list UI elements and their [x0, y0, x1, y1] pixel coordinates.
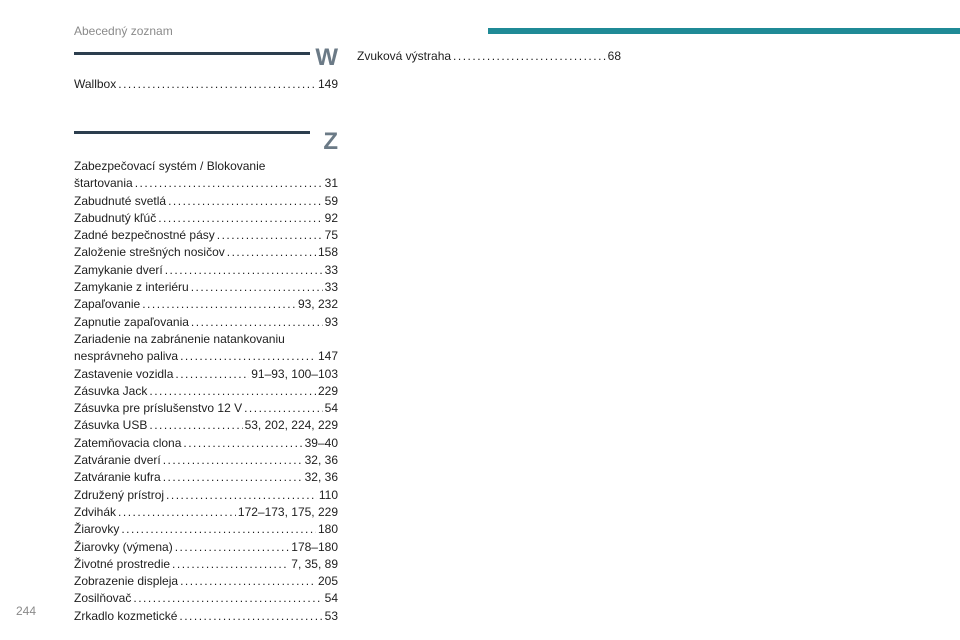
index-section-z: [74, 130, 338, 625]
entry-term: Zdvihák: [74, 504, 117, 519]
index-entry: [74, 521, 338, 538]
index-right-column: [357, 48, 621, 65]
header-accent-bar: [488, 28, 960, 34]
entry-term: Zosilňovač: [74, 591, 132, 606]
index-entry: [74, 556, 338, 573]
entry-term-lead: Zabezpečovací systém / Blokovanie: [74, 159, 266, 173]
entry-pages: 229: [317, 383, 338, 398]
entry-pages: 205: [317, 574, 338, 589]
page-number: 244: [16, 604, 37, 618]
index-entry: [357, 48, 621, 65]
entry-term: Zastavenie vozidla: [74, 366, 174, 381]
entry-pages: 68: [607, 49, 621, 63]
entry-term: Zrkadlo kozmetické: [74, 608, 178, 623]
entry-term: Zapaľovanie: [74, 297, 141, 312]
index-entry: [74, 158, 338, 193]
index-entry: [74, 590, 338, 607]
index-entry: [74, 244, 338, 261]
entry-term: Životné prostredie: [74, 556, 171, 571]
index-entry: [74, 210, 338, 227]
index-entry: [74, 487, 338, 504]
entry-list: [74, 158, 338, 625]
index-entry: [74, 262, 338, 279]
entry-term: Zásuvka Jack: [74, 383, 148, 398]
index-entry: [74, 366, 338, 383]
entry-term: Zamykanie dverí: [74, 262, 163, 277]
entry-term-lead: Zariadenie na zabránenie natankovaniu: [74, 331, 285, 346]
entry-pages: 54: [324, 401, 338, 416]
running-header: Abecedný zoznam: [74, 24, 173, 38]
index-entry: [74, 573, 338, 590]
entry-term: Zabudnuté svetlá: [74, 193, 167, 208]
entry-pages: 75: [324, 228, 338, 243]
index-entry: [74, 76, 338, 93]
entry-pages: 158: [317, 245, 338, 260]
entry-pages: 33: [324, 280, 338, 295]
entry-pages: 93: [324, 314, 338, 329]
entry-term: Zapnutie zapaľovania: [74, 314, 189, 329]
entry-pages: 91–93, 100–103: [251, 366, 338, 381]
section-header: [74, 46, 338, 70]
entry-pages: 59: [324, 193, 338, 208]
index-entry: [74, 539, 338, 556]
index-entry: [74, 469, 338, 486]
index-entry: [74, 400, 338, 417]
entry-term: Žiarovky (výmena): [74, 539, 173, 554]
entry-term: nesprávneho paliva: [74, 349, 179, 364]
entry-term: Združený prístroj: [74, 487, 165, 502]
entry-pages: 172–173, 175, 229: [237, 504, 338, 519]
index-entry: [74, 296, 338, 313]
entry-term: Zatváranie kufra: [74, 470, 161, 485]
entry-term: Zatváranie dverí: [74, 453, 161, 468]
entry-term: Zobrazenie displeja: [74, 574, 179, 589]
entry-term: Zásuvka pre príslušenstvo 12 V: [74, 401, 243, 416]
entry-pages: 53: [324, 608, 338, 623]
index-entry: [74, 314, 338, 331]
entry-pages: 92: [324, 210, 338, 225]
entry-term: Wallbox: [74, 77, 117, 91]
index-entry: [74, 435, 338, 452]
entry-term: Zvuková výstraha: [357, 49, 452, 63]
index-entry: [74, 417, 338, 434]
section-rule: [74, 131, 310, 134]
entry-pages: 39–40: [304, 435, 338, 450]
entry-pages: 53, 202, 224, 229: [244, 418, 338, 433]
entry-term: Založenie strešných nosičov: [74, 245, 225, 260]
index-entry: [74, 331, 338, 366]
index-section-w: [74, 46, 338, 93]
entry-pages: 32, 36: [304, 470, 338, 485]
entry-pages: 147: [317, 349, 338, 364]
index-entry: [74, 383, 338, 400]
entry-pages: 180: [317, 522, 338, 537]
entry-term: Zatemňovacia clona: [74, 435, 182, 450]
section-header: [74, 130, 338, 154]
entry-pages: 32, 36: [304, 453, 338, 468]
entry-pages: 7, 35, 89: [291, 556, 338, 571]
entry-term: Žiarovky: [74, 522, 120, 537]
section-letter: Z: [323, 128, 338, 155]
index-entry: [74, 608, 338, 625]
entry-pages: 31: [324, 176, 338, 191]
entry-pages: 93, 232: [297, 297, 338, 312]
entry-pages: 149: [317, 77, 338, 91]
section-letter: W: [315, 44, 338, 71]
entry-pages: 54: [324, 591, 338, 606]
index-entry: [74, 227, 338, 244]
index-entry: [74, 279, 338, 296]
entry-term: Zásuvka USB: [74, 418, 148, 433]
entry-pages: 33: [324, 262, 338, 277]
index-entry: [74, 193, 338, 210]
entry-term: Zabudnutý kľúč: [74, 210, 157, 225]
index-entry: [74, 504, 338, 521]
entry-pages: 110: [318, 487, 338, 502]
index-entry: [74, 452, 338, 469]
entry-pages: 178–180: [291, 539, 338, 554]
section-rule: [74, 52, 310, 55]
entry-term: štartovania: [74, 176, 133, 191]
entry-term: Zamykanie z interiéru: [74, 280, 189, 295]
entry-term: Zadné bezpečnostné pásy: [74, 228, 215, 243]
